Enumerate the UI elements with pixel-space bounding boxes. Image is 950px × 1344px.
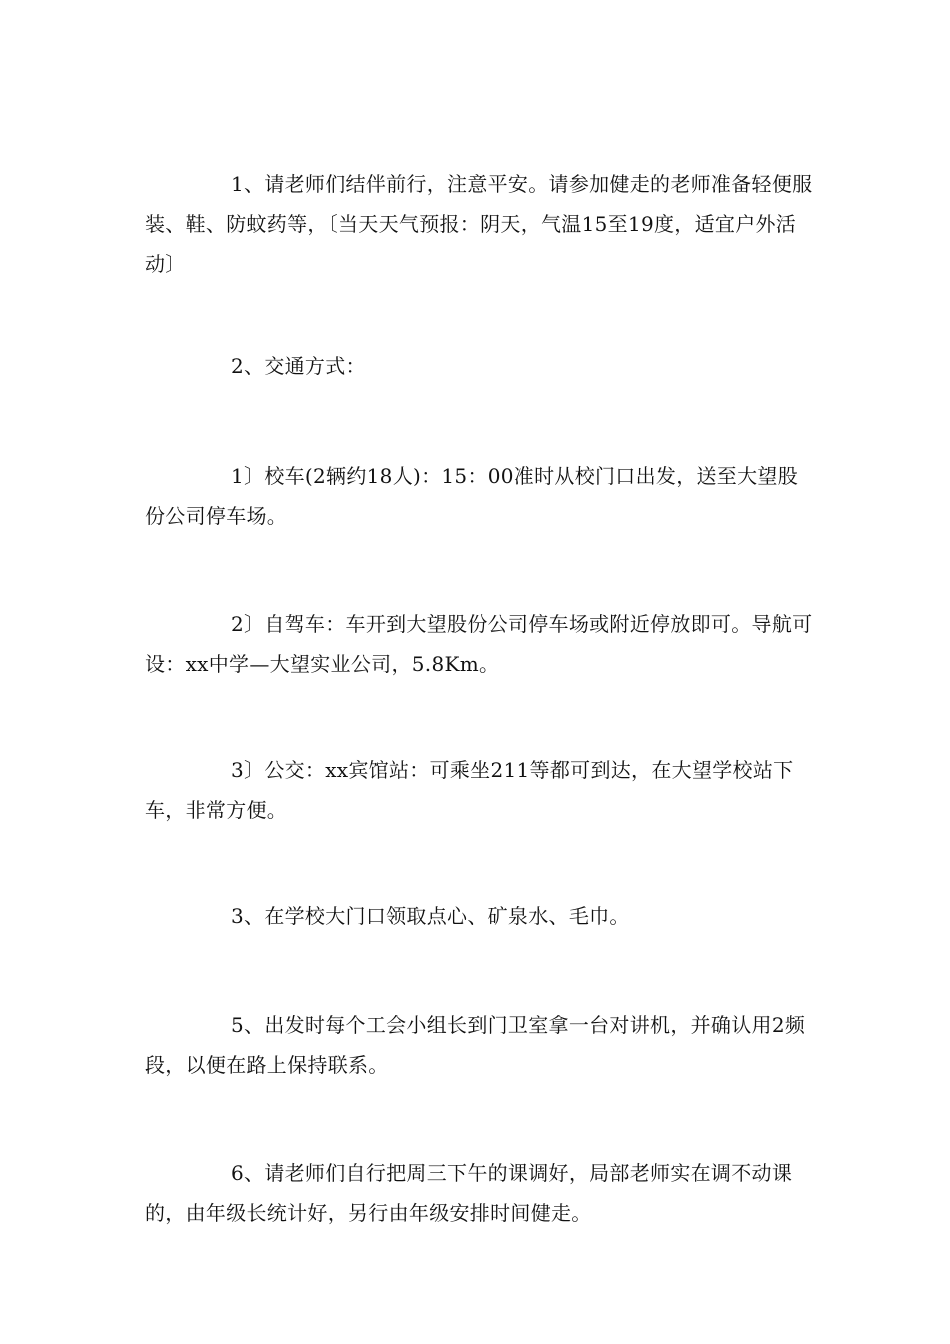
paragraph-self-drive: 2〕自驾车：车开到大望股份公司停车场或附近停放即可。导航可设：xx中学—大望实业公司，5.8Km。 xyxy=(145,612,813,676)
paragraph-safety-notice: 1、请老师们结伴前行，注意平安。请参加健走的老师准备轻便服装、鞋、防蚊药等，〔当天天气预报：阴天，气温15至19度，适宜户外活动〕 xyxy=(145,172,813,276)
paragraph-walkie-talkie: 5、出发时每个工会小组长到门卫室拿一台对讲机，并确认用2频段，以便在路上保持联系。 xyxy=(145,1013,806,1077)
paragraph-class-schedule: 6、请老师们自行把周三下午的课调好，局部老师实在调不动课的，由年级长统计好，另行由年级安排时间健走。 xyxy=(145,1161,793,1225)
paragraph-school-bus: 1〕校车(2辆约18人)：15：00准时从校门口出发，送至大望股份公司停车场。 xyxy=(145,464,799,528)
paragraph-supplies: 3、在学校大门口领取点心、矿泉水、毛巾。 xyxy=(231,904,630,928)
paragraph-public-bus: 3〕公交：xx宾馆站：可乘坐211等都可到达，在大望学校站下车，非常方便。 xyxy=(145,758,794,822)
paragraph-transport-heading: 2、交通方式： xyxy=(231,354,366,378)
